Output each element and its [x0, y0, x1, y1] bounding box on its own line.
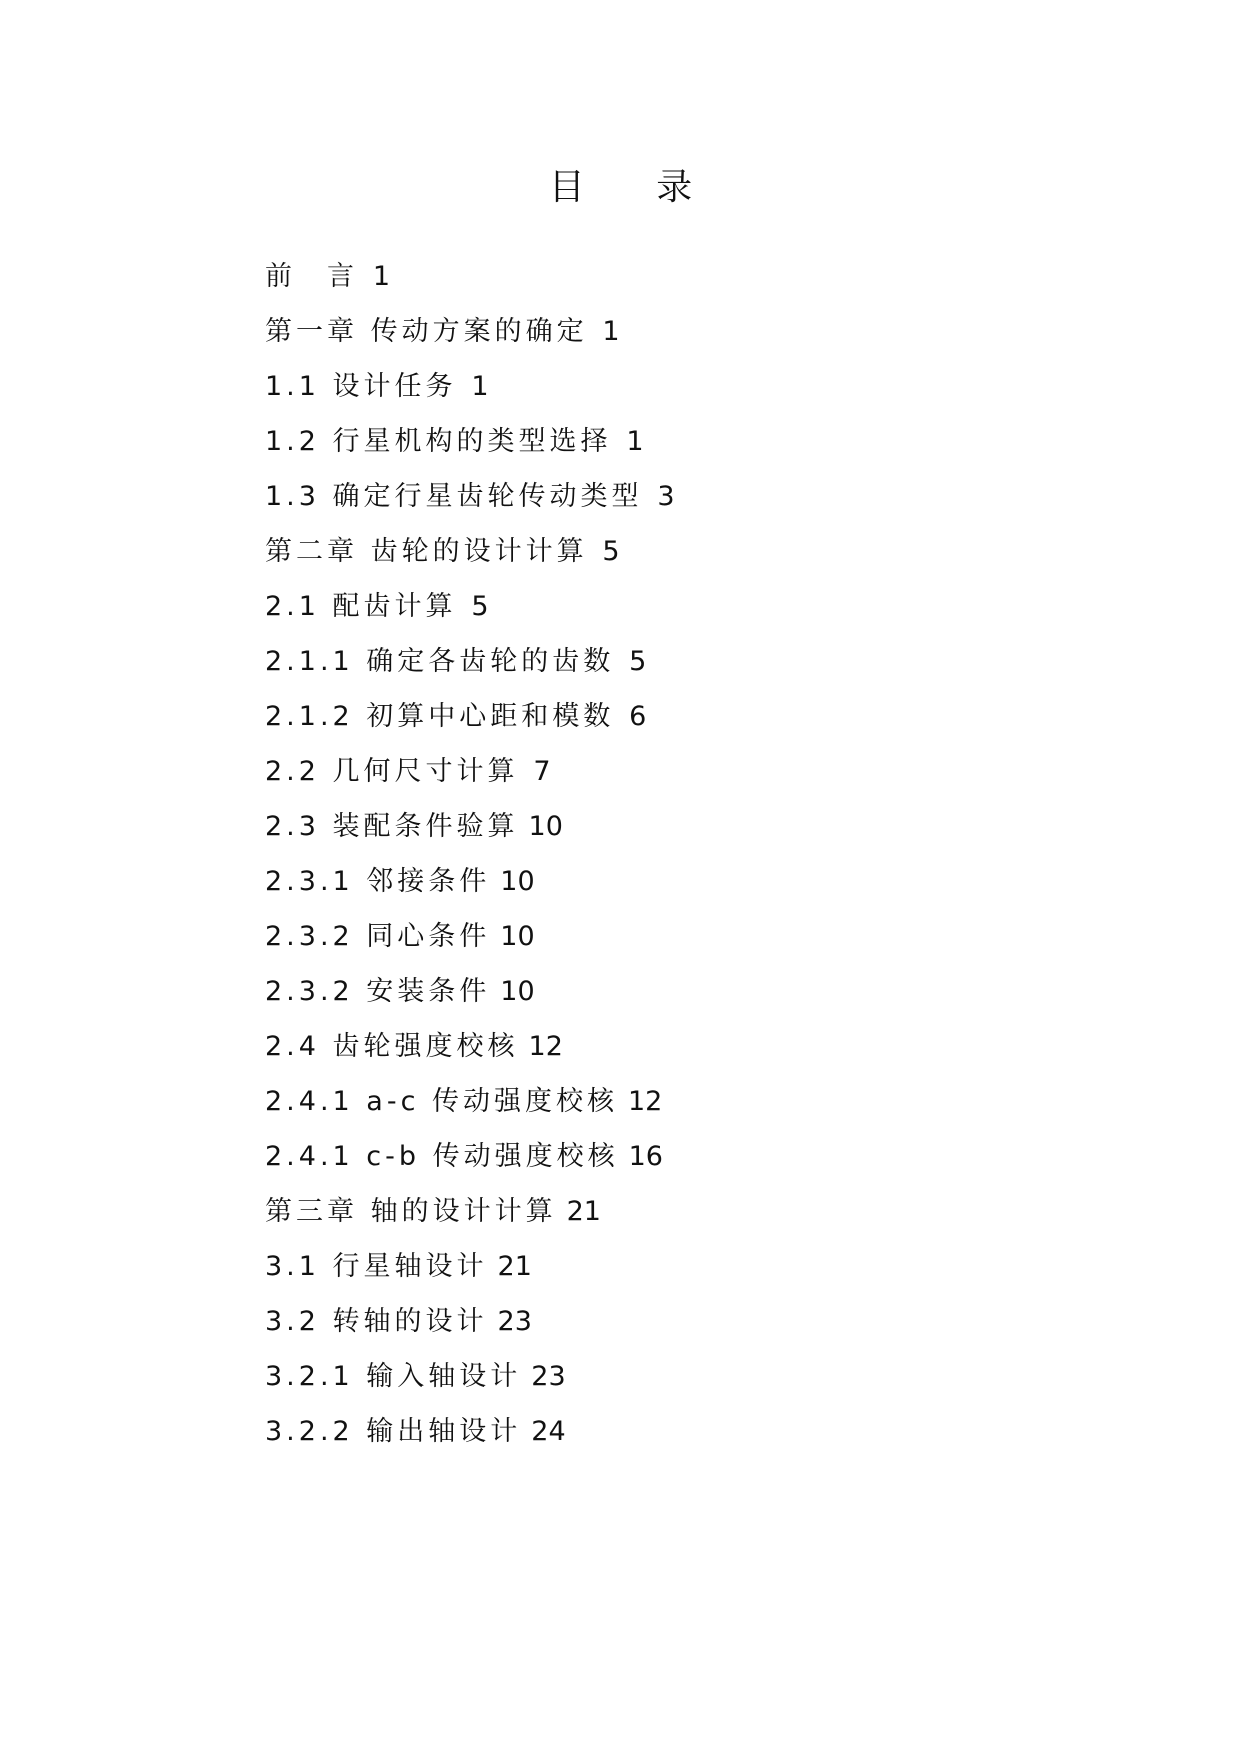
toc-entry-1-2[interactable]: [265, 420, 644, 464]
toc-entry-label: 第一章 传动方案的确定: [265, 316, 588, 347]
toc-entry-label: 1.1 设计任务: [265, 371, 457, 402]
toc-page-number: 1: [471, 371, 489, 402]
toc-entry-label: 前 言: [265, 261, 358, 292]
toc-entry-label: 2.3 装配条件验算: [265, 811, 519, 842]
toc-page-number: 5: [602, 536, 620, 567]
toc-entry-3-2-2[interactable]: [265, 1410, 566, 1454]
toc-page-number: 3: [657, 481, 675, 512]
toc-entry-3-2-1[interactable]: [265, 1355, 566, 1399]
toc-entry-label: 2.1 配齿计算: [265, 591, 457, 622]
toc-entry-chapter-1[interactable]: [265, 310, 620, 354]
toc-entry-label: 3.1 行星轴设计: [265, 1251, 488, 1282]
toc-entry-2-1-2[interactable]: [265, 695, 646, 739]
toc-page-number: 23: [497, 1306, 532, 1337]
toc-entry-label: 2.4 齿轮强度校核: [265, 1031, 519, 1062]
toc-entry-label: 第三章 轴的设计计算: [265, 1196, 557, 1227]
toc-entry-2-3-1[interactable]: [265, 860, 535, 904]
toc-entry-2-1-1[interactable]: [265, 640, 646, 684]
toc-entry-chapter-3[interactable]: [265, 1190, 601, 1234]
toc-entry-label: 1.3 确定行星齿轮传动类型: [265, 481, 643, 512]
toc-page-number: 10: [500, 921, 535, 952]
toc-page-number: 21: [566, 1196, 601, 1227]
toc-page-number: 5: [471, 591, 489, 622]
toc-page-number: 7: [533, 756, 551, 787]
toc-entry-label: 2.1.1 确定各齿轮的齿数: [265, 646, 615, 677]
toc-page-number: 23: [531, 1361, 566, 1392]
toc-page-number: 21: [497, 1251, 532, 1282]
toc-entry-label: 2.3.2 安装条件: [265, 976, 491, 1007]
toc-entry-2-4-1-cb[interactable]: [265, 1135, 663, 1179]
toc-entry-2-2[interactable]: [265, 750, 551, 794]
toc-entry-1-3[interactable]: [265, 475, 675, 519]
toc-entry-label: 2.1.2 初算中心距和模数: [265, 701, 615, 732]
toc-page-number: 5: [629, 646, 647, 677]
toc-entry-2-1[interactable]: [265, 585, 489, 629]
toc-entry-label: 第二章 齿轮的设计计算: [265, 536, 588, 567]
toc-page-number: 16: [628, 1141, 663, 1172]
toc-entry-1-1[interactable]: [265, 365, 489, 409]
toc-entry-2-4[interactable]: [265, 1025, 563, 1069]
toc-entry-3-2[interactable]: [265, 1300, 532, 1344]
toc-page-number: 24: [531, 1416, 566, 1447]
toc-entry-label: 2.4.1 a-c 传动强度校核: [265, 1086, 618, 1117]
toc-entry-label: 2.3.1 邻接条件: [265, 866, 491, 897]
toc-entry-2-3-2[interactable]: [265, 915, 535, 959]
page-title: 目 录: [548, 167, 723, 208]
toc-page-number: 1: [626, 426, 644, 457]
toc-page-number: 1: [602, 316, 620, 347]
toc-entry-label: 2.4.1 c-b 传动强度校核: [265, 1141, 619, 1172]
toc-entry-label: 3.2 转轴的设计: [265, 1306, 488, 1337]
toc-entry-chapter-2[interactable]: [265, 530, 620, 574]
toc-entry-label: 3.2.2 输出轴设计: [265, 1416, 522, 1447]
toc-page-number: 10: [500, 866, 535, 897]
toc-page-number: 12: [528, 1031, 563, 1062]
toc-page-number: 1: [372, 261, 390, 292]
toc-page-number: 12: [628, 1086, 663, 1117]
toc-entry-2-3-2-install[interactable]: [265, 970, 535, 1014]
toc-page-number: 10: [500, 976, 535, 1007]
toc-entry-2-3[interactable]: [265, 805, 563, 849]
toc-entry-label: 1.2 行星机构的类型选择: [265, 426, 612, 457]
toc-page-number: 10: [528, 811, 563, 842]
toc-entry-3-1[interactable]: [265, 1245, 532, 1289]
toc-entry-2-4-1-ac[interactable]: [265, 1080, 662, 1124]
toc-entry-label: 3.2.1 输入轴设计: [265, 1361, 522, 1392]
toc-entry-label: 2.2 几何尺寸计算: [265, 756, 519, 787]
toc-entry-label: 2.3.2 同心条件: [265, 921, 491, 952]
toc-page-number: 6: [629, 701, 647, 732]
toc-entry-preface[interactable]: [265, 255, 390, 299]
